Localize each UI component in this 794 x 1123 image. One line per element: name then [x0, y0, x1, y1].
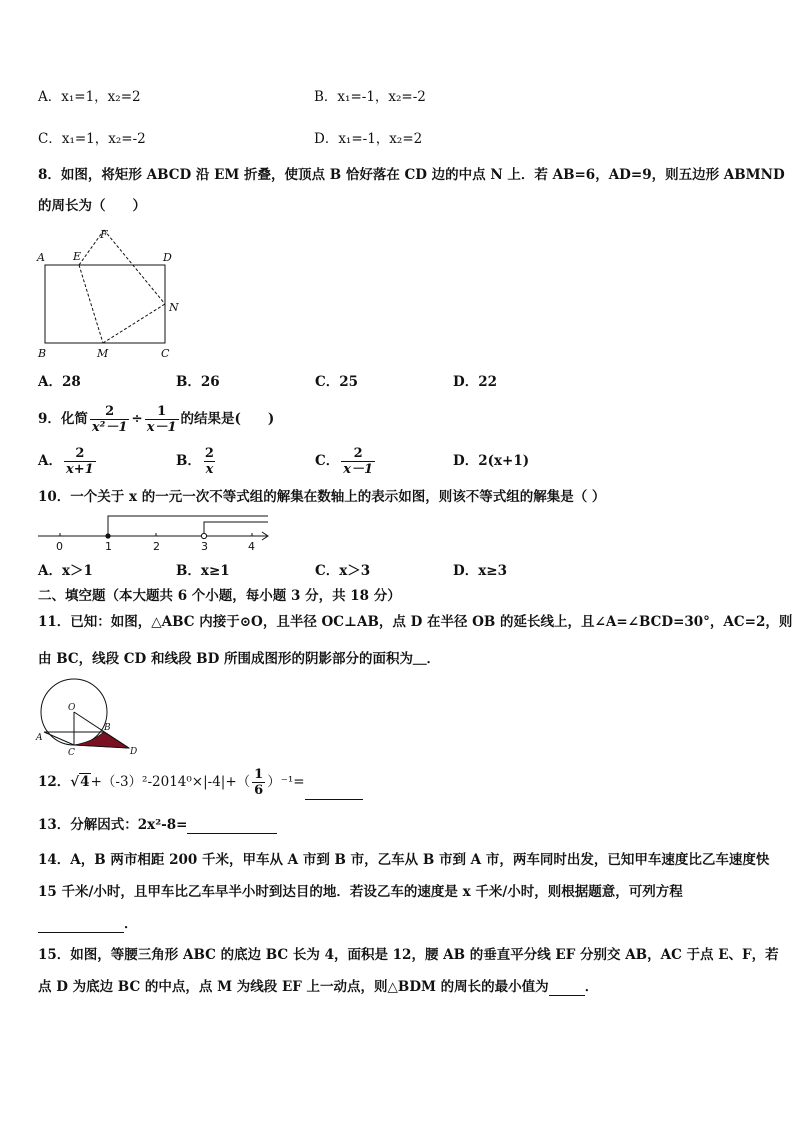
q8-label-c: C [161, 347, 170, 360]
q11-circle-figure [34, 680, 144, 760]
q9-option-c-label: C． [315, 453, 340, 469]
q9-expression [38, 400, 274, 438]
q9-option-b-fraction [203, 446, 216, 477]
q13-answer-blank [187, 819, 277, 834]
q10-option-b: B．x≥1 [176, 563, 230, 579]
q10-open-dot [201, 533, 206, 538]
q7-option-d: D．x₁=-1，x₂=2 [314, 131, 423, 147]
q11-label-b: B [104, 723, 111, 733]
q8-option-d: D．22 [453, 374, 497, 390]
q10-option-d: D．x≥3 [453, 563, 507, 579]
q8-label-d: D [163, 251, 172, 264]
q7-option-a: A．x₁=1，x₂=2 [38, 89, 141, 105]
q14-text-line1: 14．A，B 两市相距 200 千米，甲车从 A 市到 B 市，乙车从 B 市到 A 市，两车同时出发，已知甲车速度比乙车速度快 [38, 852, 770, 868]
q14-text-line3 [38, 915, 138, 933]
q12-middle: +（-3）²-2014⁰×|-4|+（ [90, 774, 251, 790]
q9-prefix: 9．化简 [38, 411, 88, 427]
section-2-heading: 二、填空题（本大题共 6 个小题，每小题 3 分，共 18 分） [38, 588, 401, 604]
q11-text-line1: 11．已知：如图，△ABC 内接于⊙O，且半径 OC⊥AB，点 D 在半径 OB 的延长线上，且∠A=∠BCD=30°，AC=2，则 [38, 614, 793, 630]
q10-tick-4: 4 [248, 540, 255, 553]
q15-line2-end: ． [584, 979, 599, 995]
q9-f1-den: x²－1 [91, 420, 128, 435]
q12-sqrt: √4 [70, 774, 90, 790]
q10-tick-2: 2 [153, 540, 160, 553]
q9-f2-den: x－1 [146, 420, 177, 435]
q8-label-a: A [37, 251, 45, 264]
q8-option-c: C．25 [315, 374, 359, 390]
q9-option-a [38, 442, 98, 480]
q9-f1-num: 2 [105, 404, 115, 419]
q7-option-c: C．x₁=1，x₂=-2 [38, 131, 146, 147]
q10-number-line [36, 512, 276, 552]
q9-option-c-fraction [341, 446, 375, 477]
q9-operator: ÷ [131, 411, 143, 427]
q14-answer-blank [38, 918, 124, 933]
q9-option-a-label: A． [38, 453, 62, 469]
q8-label-n: N [169, 301, 179, 314]
q8-label-e: E [73, 250, 82, 263]
q11-label-a: A [36, 733, 43, 743]
q7-option-b: B．x₁=-1，x₂=-2 [314, 89, 426, 105]
q9-option-c [315, 442, 377, 480]
q8-label-b: B [38, 347, 47, 360]
q10-tick-1: 1 [105, 540, 112, 553]
q9-suffix: 的结果是( ) [180, 411, 275, 427]
q15-answer-blank [549, 981, 585, 996]
q15-line2-text: 点 D 为底边 BC 的中点，点 M 为线段 EF 上一动点，则△BDM 的周长的最小值为 [38, 979, 549, 995]
q9-option-b-num: 2 [204, 446, 214, 461]
q9-fraction-2 [145, 404, 179, 435]
q8-option-b: B．26 [176, 374, 220, 390]
q9-option-b-den: x [205, 462, 214, 477]
q11-label-o: O [68, 703, 76, 713]
q10-text: 10．一个关于 x 的一元一次不等式组的解集在数轴上的表示如图，则该不等式组的解集是（ ） [38, 489, 606, 505]
q11-label-c: C [68, 748, 75, 758]
q9-option-b [176, 442, 218, 480]
q12-fraction [252, 767, 265, 798]
q8-label-m: M [97, 347, 109, 360]
q14-text-line2: 15 千米/小时，且甲车比乙车早半小时到达目的地．若设乙车的速度是 x 千米/小时，则根据题意，可列方程 [38, 884, 683, 900]
q15-text-line2 [38, 978, 598, 996]
q10-tick-3: 3 [201, 540, 208, 553]
q9-option-c-den: x－1 [343, 462, 374, 477]
q9-f2-num: 1 [157, 404, 167, 419]
q9-option-b-label: B． [176, 453, 201, 469]
q8-text-line1: 8．如图，将矩形 ABCD 沿 EM 折叠，使顶点 B 恰好落在 CD 边的中点 N 上．若 AB=6，AD=9，则五边形 ABMND [38, 167, 785, 183]
q12-expression [38, 764, 363, 800]
q12-prefix: 12． [38, 774, 71, 790]
q15-text-line1: 15．如图，等腰三角形 ABC 的底边 BC 长为 4，面积是 12，腰 AB 的垂直平分线 EF 分别交 AB，AC 于点 E、F，若 [38, 947, 779, 963]
q10-option-c: C．x＞3 [315, 563, 371, 579]
q10-tick-0: 0 [56, 540, 63, 553]
q12-answer-blank [305, 785, 363, 800]
q12-suffix: ）⁻¹= [267, 774, 305, 790]
q9-option-a-num: 2 [75, 446, 85, 461]
q11-text-line2: 由 BC，线段 CD 和线段 BD 所围成图形的阴影部分的面积为＿． [38, 651, 440, 667]
q8-rectangle-figure [34, 226, 194, 362]
q12-sqrt-value: 4 [80, 774, 90, 790]
q14-line3-end: ． [124, 916, 138, 932]
q9-option-c-num: 2 [353, 446, 363, 461]
q9-fraction-1 [90, 404, 130, 435]
q12-frac-den: 6 [254, 783, 264, 798]
q11-shaded-region [74, 732, 129, 748]
q8-option-a: A．28 [38, 374, 81, 390]
q13-text [38, 816, 277, 834]
q9-option-d: D．2(x+1) [453, 453, 530, 469]
q13-label: 13．分解因式：2x²-8= [38, 817, 188, 833]
q8-label-f: F [100, 228, 108, 241]
q9-option-a-den: x+1 [65, 462, 94, 477]
q8-text-line2: 的周长为（ ） [38, 198, 146, 214]
q12-frac-num: 1 [254, 767, 264, 782]
q11-label-d: D [130, 747, 138, 757]
q10-option-a: A．x＞1 [38, 563, 93, 579]
q9-option-a-fraction [64, 446, 96, 477]
q10-solid-dot [105, 533, 110, 538]
